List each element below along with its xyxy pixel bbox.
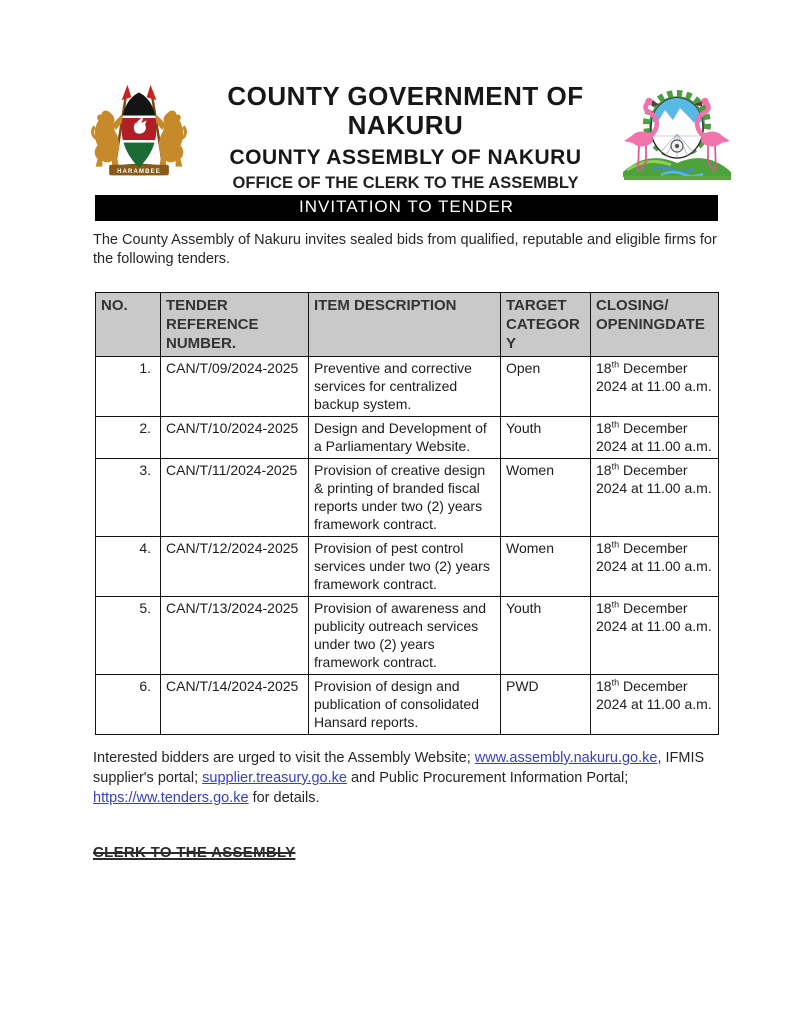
closing-day: 18 <box>596 600 612 616</box>
closing-date-cell <box>591 597 719 675</box>
footer-text: for details. <box>248 790 320 806</box>
item-description-cell: Provision of design and publication of consolidated Hansard reports. <box>309 675 501 735</box>
footer-text: , IFMIS supplier's portal; <box>93 750 705 786</box>
nakuru-county-emblem-icon <box>619 84 735 180</box>
closing-day: 18 <box>596 678 612 694</box>
col-header-no: NO. <box>96 293 161 357</box>
col-header-closing-date: CLOSING/ OPENINGDATE <box>591 293 719 357</box>
document-header <box>0 0 791 193</box>
county-government-title-line2: NAKURU <box>347 110 464 140</box>
closing-date-cell <box>591 459 719 537</box>
table-header-row <box>96 293 719 357</box>
ifmis-supplier-portal-link[interactable]: supplier.treasury.go.ke <box>202 770 347 786</box>
col-header-tender-reference: TENDER REFERENCE NUMBER. <box>161 293 309 357</box>
closing-rest: December 2024 at 11.00 a.m. <box>596 420 712 454</box>
table-row <box>96 417 719 459</box>
closing-ordinal: th <box>611 419 620 430</box>
item-description-cell: Provision of pest control services under two (2) years framework contract. <box>309 537 501 597</box>
tenders-portal-link[interactable]: https://ww.tenders.go.ke <box>93 790 249 806</box>
closing-date-cell <box>591 417 719 459</box>
tender-no-cell: 1. <box>96 357 161 417</box>
closing-day: 18 <box>596 462 612 478</box>
county-assembly-subtitle: COUNTY ASSEMBLY OF NAKURU <box>229 146 582 169</box>
table-row <box>96 537 719 597</box>
table-row <box>96 597 719 675</box>
tender-ref-cell: CAN/T/11/2024-2025 <box>161 459 309 537</box>
tender-ref-cell: CAN/T/10/2024-2025 <box>161 417 309 459</box>
closing-day: 18 <box>596 540 612 556</box>
target-category-cell: Women <box>501 459 591 537</box>
target-category-cell: Open <box>501 357 591 417</box>
tender-no-cell: 2. <box>96 417 161 459</box>
item-description-cell: Provision of awareness and publicity outreach services under two (2) years framework contract. <box>309 597 501 675</box>
closing-date-cell <box>591 537 719 597</box>
item-description-cell: Preventive and corrective services for centralized backup system. <box>309 357 501 417</box>
harambee-motto-text: HARAMBEE <box>117 168 161 175</box>
closing-day: 18 <box>596 420 612 436</box>
footer-text: Interested bidders are urged to visit the Assembly Website; <box>93 750 475 766</box>
closing-rest: December 2024 at 11.00 a.m. <box>596 678 712 712</box>
closing-rest: December 2024 at 11.00 a.m. <box>596 540 712 574</box>
table-row <box>96 675 719 735</box>
clerk-signature-line: CLERK TO THE ASSEMBLY <box>93 844 296 861</box>
closing-rest: December 2024 at 11.00 a.m. <box>596 360 712 394</box>
target-category-cell: Women <box>501 537 591 597</box>
item-description-cell: Provision of creative design & printing of branded fiscal reports under two (2) years framework contract. <box>309 459 501 537</box>
invitation-to-tender-banner: INVITATION TO TENDER <box>95 195 718 221</box>
header-title-block <box>192 80 619 193</box>
col-header-target-category: TARGET CATEGORY <box>501 293 591 357</box>
closing-ordinal: th <box>611 539 620 550</box>
tender-no-cell: 5. <box>96 597 161 675</box>
target-category-cell: Youth <box>501 417 591 459</box>
tender-no-cell: 4. <box>96 537 161 597</box>
table-row <box>96 459 719 537</box>
intro-paragraph: The County Assembly of Nakuru invites sealed bids from qualified, reputable and eligible firms for the following tenders. <box>93 232 717 267</box>
tender-ref-cell: CAN/T/09/2024-2025 <box>161 357 309 417</box>
closing-ordinal: th <box>611 599 620 610</box>
item-description-cell: Design and Development of a Parliamentary Website. <box>309 417 501 459</box>
table-row <box>96 357 719 417</box>
closing-date-cell <box>591 357 719 417</box>
footer-text: and Public Procurement Information Portal; <box>346 770 629 786</box>
closing-ordinal: th <box>611 461 620 472</box>
tender-no-cell: 6. <box>96 675 161 735</box>
closing-rest: December 2024 at 11.00 a.m. <box>596 600 712 634</box>
footer-paragraph <box>93 748 725 808</box>
tender-ref-cell: CAN/T/13/2024-2025 <box>161 597 309 675</box>
tender-table <box>95 292 719 735</box>
office-of-clerk-line: OFFICE OF THE CLERK TO THE ASSEMBLY <box>232 174 579 192</box>
target-category-cell: Youth <box>501 597 591 675</box>
closing-rest: December 2024 at 11.00 a.m. <box>596 462 712 496</box>
county-government-title-line1: COUNTY GOVERNMENT OF <box>227 81 584 111</box>
closing-day: 18 <box>596 360 612 376</box>
tender-ref-cell: CAN/T/14/2024-2025 <box>161 675 309 735</box>
closing-ordinal: th <box>611 677 620 688</box>
assembly-website-link[interactable]: www.assembly.nakuru.go.ke <box>474 750 658 766</box>
kenya-coat-of-arms-icon <box>86 80 192 182</box>
closing-ordinal: th <box>611 359 620 370</box>
tender-ref-cell: CAN/T/12/2024-2025 <box>161 537 309 597</box>
tender-no-cell: 3. <box>96 459 161 537</box>
target-category-cell: PWD <box>501 675 591 735</box>
col-header-item-description: ITEM DESCRIPTION <box>309 293 501 357</box>
closing-date-cell <box>591 675 719 735</box>
